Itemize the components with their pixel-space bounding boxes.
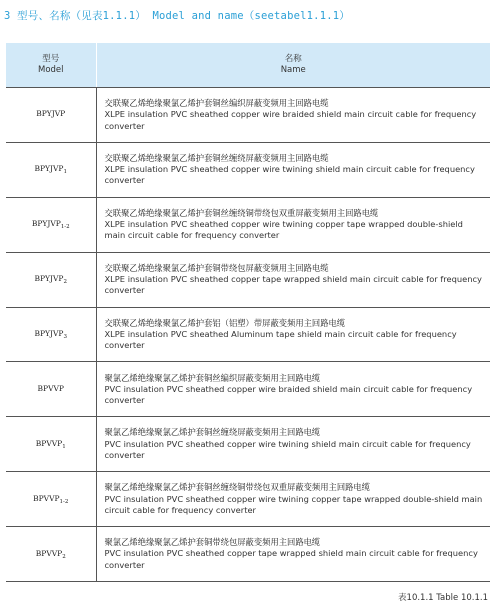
model-name-table <box>6 43 490 582</box>
model-code: BPYJVP <box>34 329 64 338</box>
name-column-header <box>96 43 490 88</box>
name-header-zh: 名称 <box>284 54 302 64</box>
model-cell <box>6 197 96 252</box>
name-en: PVC insulation PVC sheathed copper wire twining copper tape wrapped double-shield main circuit cable for frequency converter <box>104 493 483 515</box>
name-en: XLPE insulation PVC sheathed Aluminum tape shield main circuit cable for frequency converter <box>104 328 457 351</box>
section-heading: 3 型号、名称（见表1.1.1） Model and name（seetabel1.1.1） <box>4 10 350 22</box>
name-cell <box>96 307 490 362</box>
name-zh: 交联聚乙烯绝缘聚氯乙烯护套铜丝缠绕屏蔽变频用主回路电缆 <box>104 153 329 164</box>
model-cell <box>6 252 96 307</box>
model-cell <box>6 142 96 197</box>
name-zh: 聚氯乙烯绝缘聚氯乙烯护套铜丝编织屏蔽变频用主回路电缆 <box>104 372 321 383</box>
model-subscript: 3 <box>63 334 67 340</box>
table-row <box>6 417 490 472</box>
table-row <box>6 88 490 143</box>
name-en: XLPE insulation PVC sheathed copper wire twining shield main circuit cable for frequency converter <box>104 164 475 186</box>
model-code: BPVVP <box>33 493 60 503</box>
model-cell <box>6 307 96 362</box>
name-zh: 聚氯乙烯绝缘聚氯乙烯护套铜丝缠绕铜带绕包双重屏蔽变频用主回路电缆 <box>104 482 371 493</box>
table-header <box>6 43 490 88</box>
model-cell <box>6 417 96 472</box>
name-en: XLPE insulation PVC sheathed copper wire twining copper tape wrapped double-shield main circuit cable for frequency converter <box>104 219 463 241</box>
model-header-zh: 型号 <box>42 54 60 64</box>
table-row <box>6 527 490 582</box>
name-en: PVC insulation PVC sheathed copper tape wrapped shield main circuit cable for frequency converter <box>104 548 478 570</box>
model-header-en: Model <box>37 65 64 75</box>
name-en: PVC insulation PVC sheathed copper wire twining shield main circuit cable for frequency converter <box>104 438 471 460</box>
model-code: BPYJVP <box>36 109 66 119</box>
name-cell <box>96 527 490 582</box>
model-cell <box>6 88 96 143</box>
model-subscript: 1 <box>63 169 67 176</box>
name-cell <box>96 197 490 252</box>
table-row <box>6 472 490 527</box>
model-code: BPVVP <box>35 548 63 558</box>
table-row <box>6 307 490 362</box>
table-row <box>6 142 490 197</box>
name-cell <box>96 142 490 197</box>
name-en: XLPE insulation PVC sheathed copper tape wrapped shield main circuit cable for frequency converter <box>104 274 482 296</box>
model-code: BPYJVP <box>31 219 61 229</box>
name-cell <box>96 472 490 527</box>
name-header-en: Name <box>280 65 306 75</box>
model-subscript: 1-2 <box>59 498 69 505</box>
name-cell <box>96 362 490 417</box>
table-body <box>6 88 490 582</box>
model-cell <box>6 472 96 527</box>
table-row <box>6 252 490 307</box>
model-cell <box>6 527 96 582</box>
name-en: XLPE insulation PVC sheathed copper wire braided shield main circuit cable for frequency converter <box>104 109 477 131</box>
model-code: BPVVP <box>35 438 63 448</box>
model-cell <box>6 362 96 417</box>
name-zh: 交联聚乙烯绝缘聚氯乙烯护套铜丝缠绕铜带绕包双重屏蔽变频用主回路电缆 <box>104 207 379 218</box>
model-code: BPYJVP <box>34 274 64 284</box>
name-zh: 聚氯乙烯绝缘聚氯乙烯护套铜丝缠绕屏蔽变频用主回路电缆 <box>104 427 321 438</box>
name-zh: 交联聚乙烯绝缘聚氯乙烯护套铜带绕包屏蔽变频用主回路电缆 <box>104 262 329 273</box>
model-subscript: 2 <box>62 553 66 560</box>
model-subscript: 1-2 <box>60 224 70 231</box>
table-row <box>6 362 490 417</box>
name-zh: 聚氯乙烯绝缘聚氯乙烯护套铜带绕包屏蔽变频用主回路电缆 <box>104 537 321 548</box>
name-cell <box>96 88 490 143</box>
table-row <box>6 197 490 252</box>
name-en: PVC insulation PVC sheathed copper wire braided shield main circuit cable for frequency converter <box>104 383 473 405</box>
model-code: BPVVP <box>37 383 64 393</box>
name-cell <box>96 252 490 307</box>
name-zh: 交联聚乙烯绝缘聚氯乙烯护套铜丝编织屏蔽变频用主回路电缆 <box>104 98 329 109</box>
table-caption: 表10.1.1 Table 10.1.1 <box>398 593 488 603</box>
name-zh: 交联聚乙烯绝缘聚氯乙烯护套铝（铝塑）带屏蔽变频用主回路电缆 <box>104 317 346 328</box>
model-subscript: 2 <box>63 279 67 286</box>
model-subscript: 1 <box>62 443 66 450</box>
name-cell <box>96 417 490 472</box>
model-code: BPYJVP <box>34 164 64 174</box>
model-column-header <box>6 43 96 88</box>
